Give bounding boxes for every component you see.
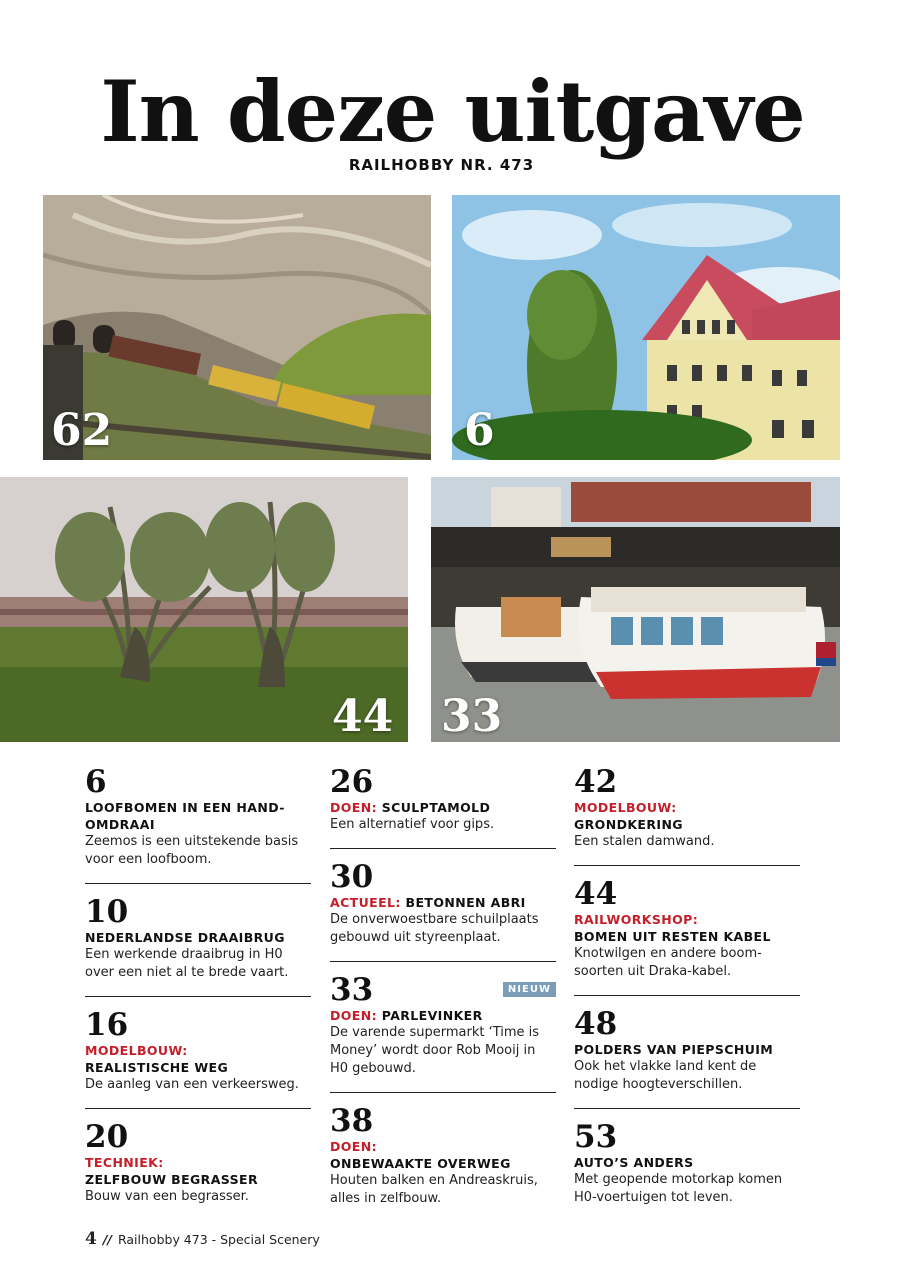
entry-category: MODELBOUW: <box>85 1043 188 1058</box>
toc-entry[interactable] <box>330 861 556 962</box>
tunnel-train-photo[interactable] <box>43 195 431 460</box>
toc-column-2 <box>330 766 556 1234</box>
entry-page-number: 26 <box>330 764 374 800</box>
entry-description: Houten balken en Andreaskruis, alles in zelfbouw. <box>330 1173 538 1206</box>
entry-title: LOOFBOMEN IN EEN HAND-OMDRAAI <box>85 800 285 832</box>
photo-page-number: 62 <box>51 405 113 456</box>
entry-category: TECHNIEK: <box>85 1155 164 1170</box>
photo-page-number: 6 <box>464 405 495 456</box>
entry-page-number: 48 <box>574 1006 618 1042</box>
new-badge: NIEUW <box>503 982 556 997</box>
entry-page-number: 30 <box>330 859 374 895</box>
photo-page-number: 33 <box>441 691 503 742</box>
entry-description: Een werkende draaibrug in H0 over een niet al te brede vaart. <box>85 947 289 980</box>
entry-page-number: 42 <box>574 764 618 800</box>
toc-column-3 <box>574 766 800 1233</box>
entry-title: GRONDKERING <box>574 817 683 832</box>
entry-category: ACTUEEL: <box>330 895 401 910</box>
entry-description: Bouw van een begrasser. <box>85 1189 249 1204</box>
entry-description: Een alternatief voor gips. <box>330 817 495 832</box>
entry-description: Ook het vlakke land kent de nodige hoogteverschillen. <box>574 1059 757 1092</box>
entry-title: AUTO’S ANDERS <box>574 1155 694 1170</box>
entry-page-number: 53 <box>574 1119 618 1155</box>
entry-description: Met geopende motorkap komen H0-voertuigen tot leven. <box>574 1172 783 1205</box>
entry-title: ONBEWAAKTE OVERWEG <box>330 1156 511 1171</box>
entry-page-number: 10 <box>85 894 129 930</box>
footer-page-number: 4 <box>85 1229 97 1249</box>
entry-page-number: 16 <box>85 1007 129 1043</box>
entry-title: SCULPTAMOLD <box>381 800 491 815</box>
entry-title: POLDERS VAN PIEPSCHUIM <box>574 1042 774 1057</box>
entry-page-number: 33 <box>330 972 374 1008</box>
entry-description: De varende supermarkt ‘Time is Money’ wordt door Rob Mooij in H0 gebouwd. <box>330 1025 540 1076</box>
page-footer <box>85 1229 320 1249</box>
entry-title: ZELFBOUW BEGRASSER <box>85 1172 258 1187</box>
entry-description: De onverwoestbare schuilplaats gebouwd uit styreenplaat. <box>330 912 539 945</box>
toc-entry[interactable] <box>330 1105 556 1222</box>
toc-entry[interactable] <box>85 896 311 997</box>
entry-category: DOEN: <box>330 1008 378 1023</box>
entry-title: PARLEVINKER <box>381 1008 483 1023</box>
toc-column-1 <box>85 766 311 1232</box>
page-title: In deze uitgave <box>100 62 805 161</box>
entry-category: DOEN: <box>330 800 378 815</box>
entry-category: DOEN: <box>330 1139 378 1154</box>
toc-entry[interactable] <box>574 766 800 866</box>
toc-entry[interactable] <box>85 1009 311 1109</box>
boats-harbour-photo[interactable] <box>431 477 840 742</box>
entry-description: Een stalen damwand. <box>574 834 715 849</box>
toc-entry[interactable] <box>330 766 556 849</box>
photo-page-number: 44 <box>332 691 394 742</box>
footer-separator: // <box>102 1232 112 1247</box>
toc-entry[interactable] <box>85 1121 311 1220</box>
toc-entry[interactable] <box>330 974 556 1093</box>
entry-page-number: 38 <box>330 1103 374 1139</box>
entry-category: MODELBOUW: <box>574 800 677 815</box>
entry-page-number: 44 <box>574 876 618 912</box>
house-trees-photo[interactable] <box>452 195 840 460</box>
entry-title: BETONNEN ABRI <box>405 895 526 910</box>
willow-trees-photo[interactable] <box>0 477 408 742</box>
entry-description: De aanleg van een verkeersweg. <box>85 1077 299 1092</box>
toc-entry[interactable] <box>85 766 311 884</box>
entry-page-number: 6 <box>85 764 107 800</box>
entry-description: Knotwilgen en andere boom-soorten uit Draka-kabel. <box>574 946 762 979</box>
issue-subtitle: RAILHOBBY NR. 473 <box>348 156 535 174</box>
entry-description: Zeemos is een uitstekende basis voor een loofboom. <box>85 834 299 867</box>
footer-text: Railhobby 473 - Special Scenery <box>117 1232 320 1247</box>
entry-page-number: 20 <box>85 1119 129 1155</box>
entry-title: BOMEN UIT RESTEN KABEL <box>574 929 771 944</box>
entry-category: RAILWORKSHOP: <box>574 912 699 927</box>
toc-entry[interactable] <box>574 1121 800 1221</box>
toc-entry[interactable] <box>574 878 800 996</box>
entry-title: NEDERLANDSE DRAAIBRUG <box>85 930 285 945</box>
entry-title: REALISTISCHE WEG <box>85 1060 229 1075</box>
toc-entry[interactable] <box>574 1008 800 1109</box>
